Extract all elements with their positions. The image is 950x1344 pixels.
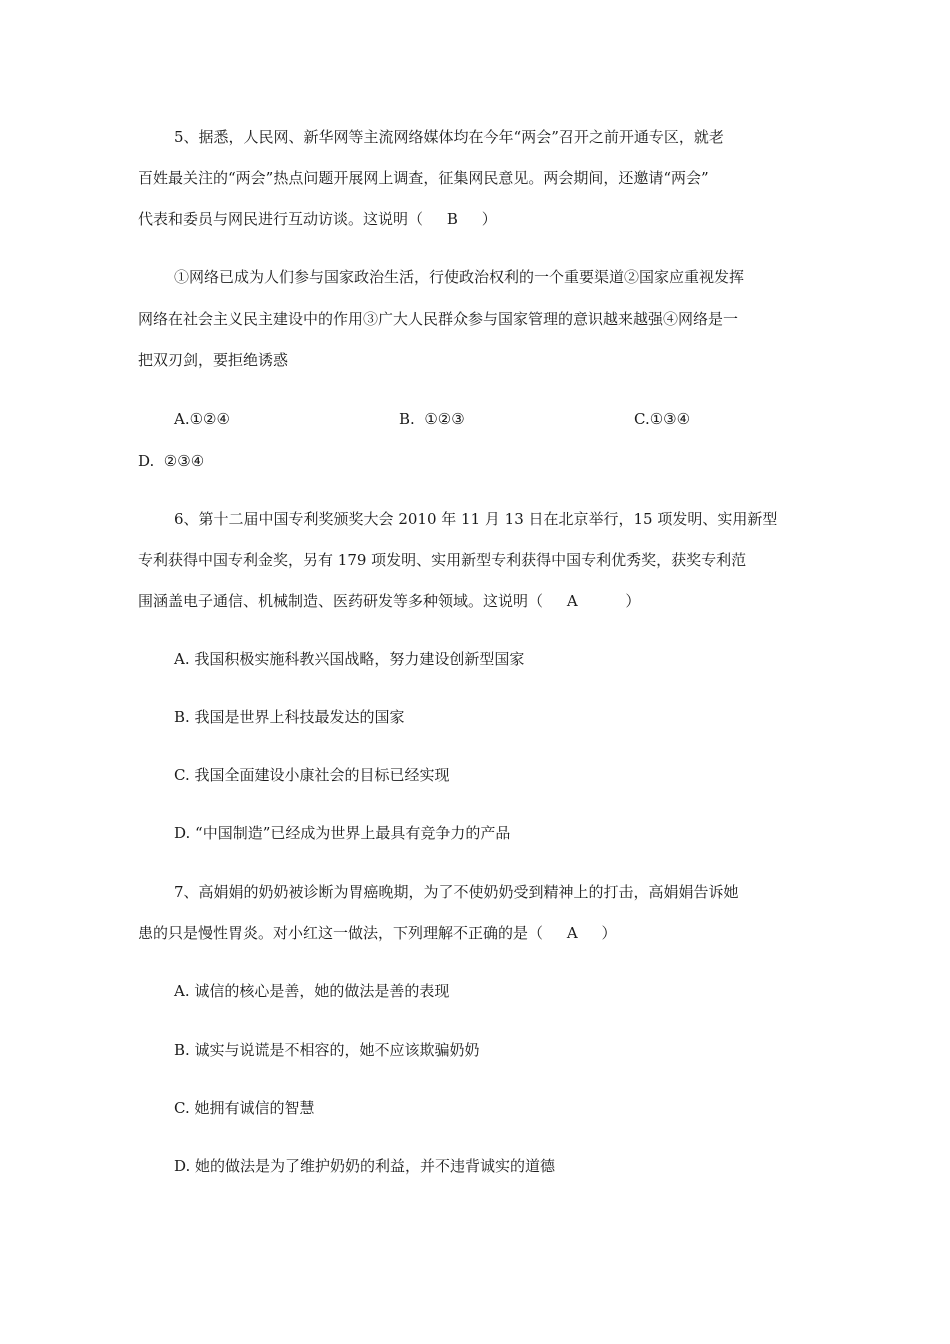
- q5-option-c: C.①③④: [634, 410, 691, 428]
- q7-option-a: A. 诚信的核心是善，她的做法是善的表现: [174, 982, 450, 1000]
- q5-option-b: B. ①②③: [399, 410, 465, 428]
- q5-option-d: D. ②③④: [138, 452, 205, 470]
- q6-line-3: 围涵盖电子通信、机械制造、医药研发等多种领域。这说明（ A ）: [138, 592, 641, 610]
- q7-option-d: D. 她的做法是为了维护奶奶的利益，并不违背诚实的道德: [174, 1157, 556, 1175]
- q5-line-2: 百姓最关注的“两会”热点问题开展网上调查，征集网民意见。两会期间，还邀请“两会”: [138, 169, 709, 187]
- q6-option-c: C. 我国全面建设小康社会的目标已经实现: [174, 766, 450, 784]
- q5-options-row: [0, 409, 950, 429]
- q5-statement-line-1: ①网络已成为人们参与国家政治生活，行使政治权利的一个重要渠道②国家应重视发挥: [174, 268, 745, 286]
- q7-option-c: C. 她拥有诚信的智慧: [174, 1099, 315, 1117]
- q7-line-2: 患的只是慢性胃炎。对小红这一做法，下列理解不正确的是（ A ）: [138, 924, 617, 942]
- q5-statement-line-2: 网络在社会主义民主建设中的作用③广大人民群众参与国家管理的意识越来越强④网络是一: [138, 310, 739, 328]
- q7-option-b: B. 诚实与说谎是不相容的，她不应该欺骗奶奶: [174, 1041, 480, 1059]
- q6-line-1: 6、第十二届中国专利奖颁奖大会 2010 年 11 月 13 日在北京举行，15 项发明、实用新型: [174, 510, 778, 528]
- q5-line-3: 代表和委员与网民进行互动访谈。这说明（ B ）: [138, 210, 497, 228]
- q5-option-a: A.①②④: [174, 410, 230, 428]
- q7-line-1: 7、高娟娟的奶奶被诊断为胃癌晚期，为了不使奶奶受到精神上的打击，高娟娟告诉她: [174, 883, 739, 901]
- q6-line-2: 专利获得中国专利金奖，另有 179 项发明、实用新型专利获得中国专利优秀奖，获奖专利范: [138, 551, 747, 569]
- q5-line-1: 5、据悉，人民网、新华网等主流网络媒体均在今年“两会”召开之前开通专区，就老: [174, 128, 724, 146]
- q6-option-d: D. “中国制造”已经成为世界上最具有竞争力的产品: [174, 824, 511, 842]
- q6-option-b: B. 我国是世界上科技最发达的国家: [174, 708, 405, 726]
- q6-option-a: A. 我国积极实施科教兴国战略，努力建设创新型国家: [174, 650, 525, 668]
- q5-statement-line-3: 把双刃剑，要拒绝诱惑: [138, 351, 289, 369]
